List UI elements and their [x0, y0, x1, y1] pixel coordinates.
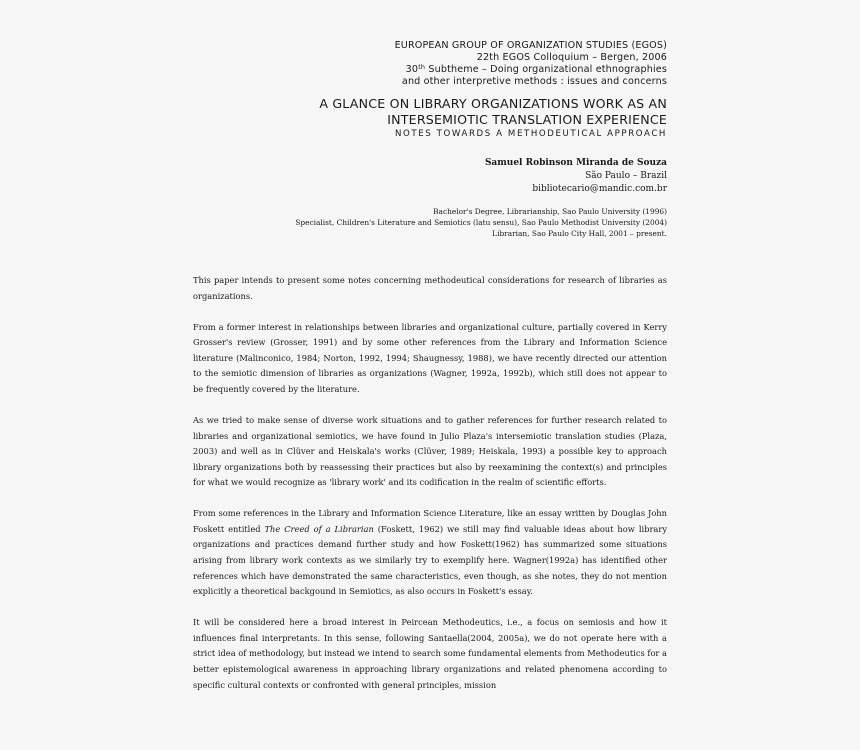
- foskett-text-after: (Foskett, 1962) we still may find valuable ideas about how library organizations and practices demand further study and how Foskett(1962) has summarized some situations arising from library work contexts as we similarly try to exemplify here. Wagner(1992a) has identified other references which have demonstrated the same characteristics, even though, as she notes, they do not mention explicitly a theoretical backgound in Semiotics, as also occurs in Foskett's essay.: [193, 523, 668, 597]
- foskett-text-before: From some references in the Library and Information Science Literature, like an essay written by Douglas John Foskett entitled: [193, 508, 667, 534]
- author-name: Samuel Robinson Miranda de Souza: [484, 158, 667, 168]
- paragraph-intro: This paper intends to present some notes concerning methodeutical considerations for research of libraries as organizations.: [193, 275, 667, 301]
- conference-header: [267, 40, 667, 88]
- paragraph-foskett: [193, 506, 667, 600]
- author-block: [367, 157, 667, 196]
- subtheme-superscript: th: [418, 63, 426, 71]
- header-line-organization: EUROPEAN GROUP OF ORGANIZATION STUDIES (EGOS): [394, 40, 667, 51]
- paragraph-intersemiotic: As we tried to make sense of diverse work situations and to gather references for further research related to libraries and organizational semiotics, we have found in Julio Plaza's intersemiotic translation studies (Plaza, 2003) and well as in Clüver and Heiskala's works (Clüver, 1989; Heiskala, 1993) a possible key to approach library organizations both by reassessing their practices but also by reexamining the context(s) and principles for what we would recognize as 'library work' and its codification in the realm of scientific efforts.: [193, 414, 667, 488]
- paper-title-line-1: A GLANCE ON LIBRARY ORGANIZATIONS WORK AS AN: [319, 96, 667, 111]
- body-text: [193, 273, 667, 709]
- subtheme-number: 30: [405, 64, 419, 75]
- paper-subtitle: NOTES TOWARDS A METHODEUTICAL APPROACH: [394, 129, 667, 139]
- paragraph-former-interest: From a former interest in relationships between libraries and organizational culture, partially covered in Kerry Grosser's review (Grosser, 1991) and by some other references from the Library and Information Science literature (Malinconico, 1984; Norton, 1992, 1994; Shaugnessy, 1988), we have recently directed our attention to the semiotic dimension of libraries as organizations (Wagner, 1992a, 1992b), which still does not appear to be frequently covered by the literature.: [193, 321, 667, 394]
- credential-specialist: Specialist, Children's Literature and Semiotics (latu sensu), Sao Paulo Methodist University (2004): [295, 218, 667, 227]
- author-credentials: [187, 206, 667, 239]
- author-email: bibliotecario@mandic.com.br: [532, 184, 667, 194]
- subtheme-text: Subtheme – Doing organizational ethnographies: [428, 64, 667, 75]
- paragraph-methodeutics: It will be considered here a broad interest in Peircean Methodeutics, i.e., a focus on semiosis and how it influences final interpretants. In this sense, following Santaella(2004, 2005a), we do not operate here with a strict idea of methodology, but instead we intend to search some fundamental elements from Methodeutics for a better epistemological awareness in approaching library organizations and related phenomena according to specific cultural contexts or confronted with general principles, mission: [193, 617, 667, 690]
- credential-librarian: Librarian, Sao Paulo City Hall, 2001 – present.: [492, 229, 667, 238]
- header-line-subtheme: [267, 64, 667, 76]
- paper-title-block: [207, 96, 667, 140]
- credential-bachelor: Bachelor's Degree, Librarianship, Sao Paulo University (1996): [433, 207, 667, 216]
- paper-title-line-2: INTERSEMIOTIC TRANSLATION EXPERIENCE: [387, 112, 667, 127]
- header-line-colloquium: 22th EGOS Colloquium – Bergen, 2006: [476, 52, 667, 63]
- author-location: São Paulo – Brazil: [585, 171, 667, 181]
- header-line-methods: and other interpretive methods : issues and concerns: [401, 76, 667, 87]
- book-title-creed-of-a-librarian: The Creed of a Librarian: [264, 523, 374, 534]
